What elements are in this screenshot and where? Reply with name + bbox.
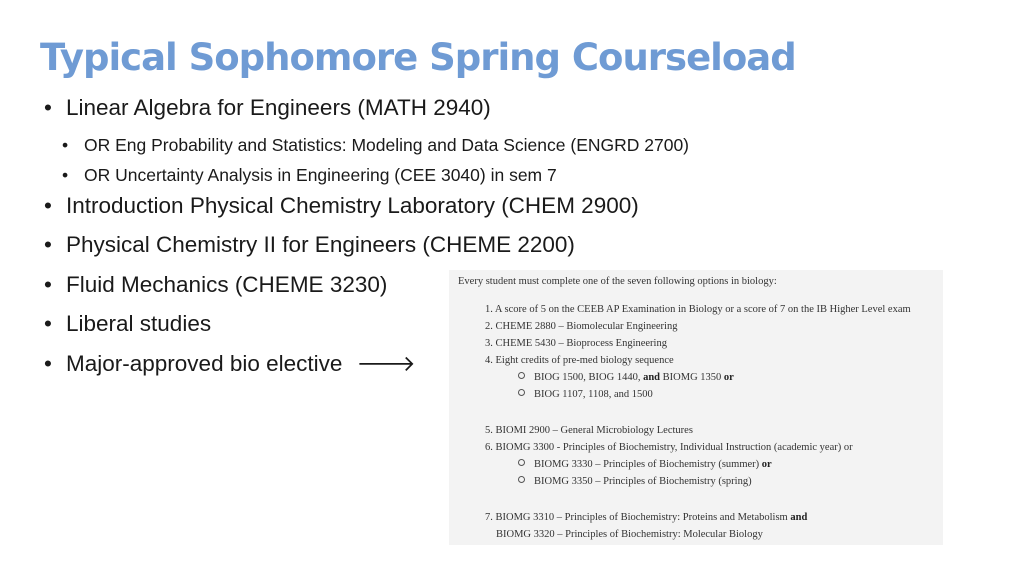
bullet-dot: • xyxy=(44,95,52,120)
option-item: 4. Eight credits of pre-med biology sequence xyxy=(485,355,674,366)
bullet-item xyxy=(44,271,424,298)
panel-intro: Every student must complete one of the seven following options in biology: xyxy=(458,276,777,287)
option-subitem: BIOG 1500, BIOG 1440, and BIOMG 1350 or xyxy=(518,372,734,383)
right-arrow-icon: 🡒 xyxy=(356,350,416,376)
bullet-dot: • xyxy=(44,350,52,376)
option-item-continuation: BIOMG 3320 – Principles of Biochemistry: Molecular Biology xyxy=(496,529,763,540)
biology-options-screenshot xyxy=(449,270,943,545)
option-subitem: BIOG 1107, 1108, and 1500 xyxy=(518,389,653,400)
bullet-dot: • xyxy=(44,271,52,297)
circle-bullet-icon xyxy=(518,459,525,466)
bullet-text: Liberal studies xyxy=(66,311,212,336)
bullet-item xyxy=(44,94,491,121)
bullet-item xyxy=(44,310,424,337)
bullet-text: Fluid Mechanics (CHEME 3230) xyxy=(66,271,388,297)
sub-bullet-dot: • xyxy=(62,164,69,185)
sub-bullet-item xyxy=(22,164,557,186)
bullet-item xyxy=(44,350,424,377)
circle-bullet-icon xyxy=(518,389,525,396)
option-item: 7. BIOMG 3310 – Principles of Biochemistry: Proteins and Metabolism and xyxy=(485,512,808,523)
slide-title: Typical Sophomore Spring Courseload xyxy=(40,36,796,79)
bullet-text: Physical Chemistry II for Engineers (CHEME 2200) xyxy=(66,232,575,257)
bullet-item xyxy=(44,231,575,258)
option-subitem: BIOMG 3330 – Principles of Biochemistry (summer) or xyxy=(518,459,772,470)
option-item: 6. BIOMG 3300 - Principles of Biochemistry, Individual Instruction (academic year) or xyxy=(485,442,853,453)
sub-bullet-text: OR Uncertainty Analysis in Engineering (CEE 3040) in sem 7 xyxy=(84,164,557,185)
sub-bullet-text: OR Eng Probability and Statistics: Modeling and Data Science (ENGRD 2700) xyxy=(84,134,690,155)
sub-bullet-item xyxy=(22,134,690,156)
bullet-dot: • xyxy=(44,232,52,257)
option-item: 2. CHEME 2880 – Biomolecular Engineering xyxy=(485,321,678,332)
bullet-text: Major-approved bio elective xyxy=(66,350,343,376)
option-subitem: BIOMG 3350 – Principles of Biochemistry (spring) xyxy=(518,476,752,487)
circle-bullet-icon xyxy=(518,476,525,483)
bullet-text: Introduction Physical Chemistry Laboratory (CHEM 2900) xyxy=(66,192,639,218)
circle-bullet-icon xyxy=(518,372,525,379)
bullet-item xyxy=(44,192,639,219)
sub-bullet-list xyxy=(44,134,690,186)
option-item: 1. A score of 5 on the CEEB AP Examination in Biology or a score of 7 on the IB Higher Level exam xyxy=(485,304,911,315)
bullet-dot: • xyxy=(44,192,52,218)
bullet-dot: • xyxy=(44,311,52,336)
option-item: 5. BIOMI 2900 – General Microbiology Lectures xyxy=(485,425,693,436)
sub-bullet-dot: • xyxy=(62,134,69,155)
option-item: 3. CHEME 5430 – Bioprocess Engineering xyxy=(485,338,667,349)
bullet-text: Linear Algebra for Engineers (MATH 2940) xyxy=(66,95,491,120)
